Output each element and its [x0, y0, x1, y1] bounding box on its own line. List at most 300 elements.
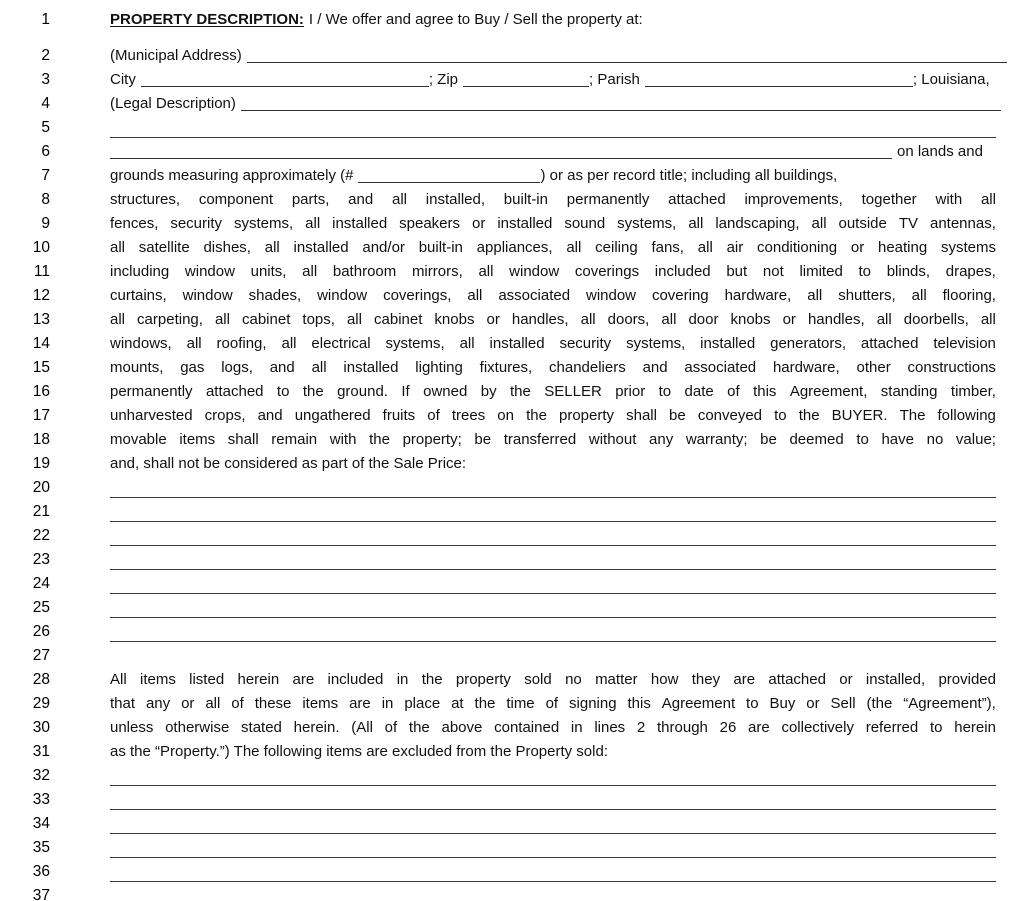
line-number: 17 [32, 407, 50, 424]
body-word: all [391, 191, 407, 208]
legal-description-input-continued[interactable] [110, 137, 996, 138]
body-word: following [937, 407, 996, 424]
body-text-line: and, shall not be considered as part of the Sale Price: [110, 455, 467, 472]
body-word: the [302, 383, 324, 400]
body-word: not [762, 263, 784, 280]
body-text-line [110, 716, 996, 740]
body-word: in [396, 671, 409, 688]
body-word: provided [938, 671, 996, 688]
grounds-measurement-input[interactable] [358, 167, 540, 183]
body-word: all [697, 239, 713, 256]
body-word: all [110, 239, 126, 256]
doc-line-13 [0, 308, 1024, 332]
body-word: all [980, 311, 996, 328]
line-number: 4 [41, 95, 50, 112]
body-word: contained [494, 719, 560, 736]
doc-line-17 [0, 404, 1024, 428]
body-word: or [181, 695, 195, 712]
body-word: the [369, 431, 390, 448]
parish-input[interactable] [645, 71, 913, 87]
body-word: property [455, 671, 511, 688]
doc-line-18 [0, 428, 1024, 452]
excluded-items-input[interactable] [110, 809, 996, 810]
line-number: 25 [32, 599, 50, 616]
doc-line-35 [0, 836, 1024, 860]
body-word: lines [594, 719, 626, 736]
doc-line-7 [0, 164, 1024, 188]
body-word: conditioning [757, 239, 838, 256]
doc-line-15 [0, 356, 1024, 380]
excluded-items-input[interactable] [110, 857, 996, 858]
body-word: no [926, 431, 944, 448]
body-word: all [346, 311, 362, 328]
doc-line-11 [0, 260, 1024, 284]
body-word: handles, [511, 311, 569, 328]
body-word: window [585, 287, 637, 304]
body-word: no [565, 671, 582, 688]
body-word: “Agreement”), [903, 695, 996, 712]
line-number: 23 [32, 551, 50, 568]
body-word: signing [569, 695, 617, 712]
body-word: or [839, 671, 853, 688]
body-word: trees [451, 407, 486, 424]
parish-label: ; Parish [589, 71, 640, 88]
body-word: installed, [425, 191, 485, 208]
body-word: all [811, 215, 827, 232]
body-word: door [688, 311, 719, 328]
body-word: units, [250, 263, 287, 280]
body-word: items [302, 695, 339, 712]
body-word: associated [498, 287, 571, 304]
doc-line-16 [0, 380, 1024, 404]
body-word: place [404, 695, 441, 712]
body-word: remain [271, 431, 318, 448]
body-text-line [110, 212, 996, 236]
body-word: items [139, 671, 176, 688]
body-word: installed [343, 359, 399, 376]
line-number: 11 [33, 263, 50, 280]
body-word: all [186, 335, 202, 352]
included-items-input[interactable] [110, 497, 996, 498]
body-word: that [110, 695, 136, 712]
excluded-items-input[interactable] [110, 881, 996, 882]
line-number: 29 [32, 695, 50, 712]
on-lands-row [110, 140, 996, 164]
line-number: 10 [32, 239, 50, 256]
heading-text: I / We offer and agree to Buy / Sell the property at: [308, 11, 643, 28]
body-word: limited [799, 263, 843, 280]
doc-line-32 [0, 764, 1024, 788]
body-word: systems, [234, 215, 294, 232]
body-word: be [760, 431, 777, 448]
body-word: collectively [781, 719, 854, 736]
body-word: they [691, 671, 721, 688]
line-number: 21 [32, 503, 50, 520]
body-word: outside [838, 215, 887, 232]
doc-line-31 [0, 740, 1024, 764]
body-word: appliances, [476, 239, 553, 256]
body-word: electrical [311, 335, 371, 352]
body-word: of [727, 383, 740, 400]
body-word: attached [860, 335, 919, 352]
zip-input[interactable] [463, 71, 589, 87]
body-word: to [858, 263, 871, 280]
body-word: of [384, 719, 398, 736]
body-word: doors, [607, 311, 650, 328]
body-word: air [726, 239, 744, 256]
legal-description-input-continued-2[interactable] [110, 143, 892, 159]
line-number: 26 [32, 623, 50, 640]
body-word: hardware, [724, 287, 792, 304]
included-items-input[interactable] [110, 593, 996, 594]
body-word: on [497, 407, 514, 424]
line-number: 19 [32, 455, 50, 472]
body-word: are [748, 719, 770, 736]
line-number: 14 [32, 335, 50, 352]
body-word: warranty; [685, 431, 748, 448]
body-word: television [933, 335, 996, 352]
line-number: 8 [41, 191, 50, 208]
doc-line-30 [0, 716, 1024, 740]
body-word: the [798, 407, 820, 424]
body-word: or [782, 311, 796, 328]
body-word: but [726, 263, 748, 280]
body-word: (the [866, 695, 893, 712]
body-word: matter [595, 671, 638, 688]
body-word: these [254, 695, 292, 712]
doc-line-24 [0, 572, 1024, 596]
municipal-address-label: (Municipal Address) [110, 47, 242, 64]
body-word: the [509, 383, 531, 400]
body-word: crops, [204, 407, 246, 424]
body-word: or [850, 239, 865, 256]
body-word: the [421, 671, 443, 688]
state-label: ; Louisiana, [912, 71, 990, 88]
body-word: shall [626, 407, 657, 424]
body-word: in [570, 719, 583, 736]
included-items-input[interactable] [110, 641, 996, 642]
body-word: stated [241, 719, 282, 736]
line-number: 20 [32, 479, 50, 496]
body-text-line [110, 668, 996, 692]
body-word: all [459, 335, 475, 352]
municipal-address-row [110, 44, 996, 68]
body-word: unharvested [110, 407, 193, 424]
body-word: (All [351, 719, 373, 736]
body-word: value; [955, 431, 996, 448]
included-items-input[interactable] [110, 569, 996, 570]
body-word: or [806, 695, 820, 712]
body-word: shades, [248, 287, 302, 304]
body-word: items [179, 431, 216, 448]
body-word: sold [524, 671, 552, 688]
body-word: all [110, 311, 126, 328]
excluded-items-input[interactable] [110, 785, 996, 786]
body-word: installed [700, 335, 756, 352]
body-word: of [545, 695, 559, 712]
body-word: systems, [617, 215, 677, 232]
body-word: owned [423, 383, 468, 400]
body-word: property; [402, 431, 462, 448]
body-word: structures, [110, 191, 181, 208]
body-word: and/or [362, 239, 405, 256]
body-word: generators, [770, 335, 846, 352]
body-word: ceiling [595, 239, 638, 256]
municipal-address-input[interactable] [247, 47, 1007, 63]
body-word: Buy [769, 695, 796, 712]
body-text-line [110, 260, 996, 284]
body-word: antennas, [929, 215, 996, 232]
line-number: 18 [32, 431, 50, 448]
body-word: all [580, 311, 596, 328]
body-word: sound [564, 215, 606, 232]
body-word: unless [110, 719, 154, 736]
body-word: all [302, 263, 318, 280]
city-input[interactable] [141, 71, 429, 87]
line-number: 33 [32, 791, 50, 808]
doc-line-19 [0, 452, 1024, 476]
body-word: covering [651, 287, 709, 304]
body-word: shall [227, 431, 259, 448]
body-word: time [506, 695, 535, 712]
city-zip-parish-row [110, 68, 996, 92]
body-word: all [478, 263, 494, 280]
included-items-input[interactable] [110, 617, 996, 618]
body-word: referred [865, 719, 919, 736]
body-word: fruits [382, 407, 416, 424]
line-number: 1 [41, 11, 50, 28]
body-word: above [441, 719, 483, 736]
body-word: logs, [221, 359, 253, 376]
body-word: all [807, 287, 823, 304]
zip-label: ; Zip [428, 71, 459, 88]
body-word: other [856, 359, 891, 376]
body-word: coverings [574, 263, 640, 280]
body-word: security [170, 215, 223, 232]
body-word: to [929, 719, 943, 736]
body-word: listed [189, 671, 225, 688]
doc-line-20 [0, 476, 1024, 500]
body-word: of [231, 695, 244, 712]
body-word: by [480, 383, 497, 400]
body-word: to [658, 383, 672, 400]
body-word: installed, [865, 671, 926, 688]
doc-line-4 [0, 92, 1024, 116]
body-word: hardware, [772, 359, 840, 376]
body-word: included [327, 671, 384, 688]
body-word: The [899, 407, 926, 424]
body-word: cabinet [374, 311, 423, 328]
body-word: lighting [415, 359, 463, 376]
line-number: 37 [32, 887, 50, 901]
body-text-line [110, 236, 996, 260]
body-word: tops, [302, 311, 335, 328]
body-word: gas [180, 359, 205, 376]
body-word: All [110, 671, 127, 688]
body-word: landscaping, [715, 215, 800, 232]
body-word: the [408, 719, 430, 736]
body-word: to [276, 383, 290, 400]
body-word: property [559, 407, 615, 424]
body-word: bathroom [332, 263, 397, 280]
line-number: 32 [32, 767, 50, 784]
body-word: and [257, 407, 283, 424]
body-word: through [657, 719, 708, 736]
body-word: have [881, 431, 914, 448]
body-word: systems, [626, 335, 686, 352]
body-word: Sell [830, 695, 856, 712]
body-text-line [110, 332, 996, 356]
line-number: 7 [41, 167, 50, 184]
body-word: roofing, [216, 335, 267, 352]
body-word: and [269, 359, 295, 376]
body-word: speakers [399, 215, 461, 232]
body-word: any [145, 695, 171, 712]
body-word: installed [293, 239, 349, 256]
included-items-input[interactable] [110, 521, 996, 522]
doc-line-28 [0, 668, 1024, 692]
doc-line-14 [0, 332, 1024, 356]
body-word: chandeliers [549, 359, 626, 376]
body-word: windows, [110, 335, 172, 352]
body-word: at [451, 695, 464, 712]
body-word: constructions [907, 359, 996, 376]
body-word: herein. [293, 719, 340, 736]
legal-description-row [110, 92, 996, 116]
body-word: including [110, 263, 170, 280]
body-word: and [642, 359, 668, 376]
body-text-line [110, 692, 996, 716]
body-word: carpeting, [137, 311, 203, 328]
body-word: shutters, [838, 287, 896, 304]
body-word: mounts, [110, 359, 164, 376]
legal-description-input[interactable] [241, 95, 1001, 111]
body-word: all [214, 311, 230, 328]
doc-line-10 [0, 236, 1024, 260]
body-word: any [649, 431, 674, 448]
body-word: handles, [807, 311, 865, 328]
doc-line-26 [0, 620, 1024, 644]
grounds-prefix-text: grounds measuring approximately (# [110, 167, 354, 184]
body-word: improvements, [744, 191, 843, 208]
line-number: 28 [32, 671, 50, 688]
body-word: SELLER [544, 383, 602, 400]
grounds-suffix-text: ) or as per record title; including all buildings, [540, 167, 838, 184]
body-word: parts, [291, 191, 330, 208]
body-word: to [774, 407, 787, 424]
body-word: this [627, 695, 651, 712]
city-label: City [110, 71, 136, 88]
heading-line [110, 8, 996, 32]
body-word: be [669, 407, 686, 424]
body-word: window [317, 287, 368, 304]
body-word: prior [615, 383, 646, 400]
body-word: date [684, 383, 714, 400]
body-word: all [661, 311, 677, 328]
body-word: systems [940, 239, 996, 256]
doc-line-22 [0, 524, 1024, 548]
body-word: timber, [950, 383, 996, 400]
body-word: included [654, 263, 711, 280]
body-word: 2 [636, 719, 646, 736]
body-word: to [856, 431, 869, 448]
body-text-line [110, 380, 996, 404]
body-word: ground. [337, 383, 388, 400]
body-word: fences, [110, 215, 159, 232]
grounds-measuring-row [110, 164, 996, 188]
line-number: 30 [32, 719, 50, 736]
body-word: this [753, 383, 777, 400]
included-items-input[interactable] [110, 545, 996, 546]
body-text-line: as the “Property.”) The following items are excluded from the Property sold: [110, 743, 608, 760]
doc-line-2 [0, 44, 1024, 68]
line-number: 2 [41, 47, 50, 64]
line-number: 13 [32, 311, 50, 328]
body-word: all [305, 215, 321, 232]
excluded-items-input[interactable] [110, 833, 996, 834]
body-word: herein [954, 719, 996, 736]
body-word: doorbells, [903, 311, 969, 328]
body-word: to [746, 695, 759, 712]
body-word: transferred [503, 431, 577, 448]
body-word: heating [877, 239, 928, 256]
body-word: dishes, [203, 239, 251, 256]
legal-description-label: (Legal Description) [110, 95, 236, 112]
line-number: 34 [32, 815, 50, 832]
doc-line-8 [0, 188, 1024, 212]
body-word: satellite [138, 239, 190, 256]
doc-line-33 [0, 788, 1024, 812]
body-word: standing [880, 383, 938, 400]
body-word: BUYER. [831, 407, 888, 424]
body-word: Agreement [661, 695, 736, 712]
doc-line-37 [0, 884, 1024, 901]
body-word: drapes, [945, 263, 996, 280]
body-word: all [566, 239, 582, 256]
body-word: all [264, 239, 280, 256]
body-word: window [184, 263, 235, 280]
body-word: or [486, 311, 500, 328]
doc-line-9 [0, 212, 1024, 236]
doc-line-1 [0, 8, 1024, 32]
body-word: the [474, 695, 496, 712]
body-word: coverings, [383, 287, 452, 304]
body-word: fixtures, [479, 359, 533, 376]
body-text-line [110, 308, 996, 332]
body-word: component [198, 191, 274, 208]
body-word: all [876, 311, 892, 328]
line-number: 27 [32, 647, 50, 664]
body-word: be [474, 431, 492, 448]
body-word: all [980, 191, 996, 208]
body-word: with [329, 431, 357, 448]
body-word: systems, [385, 335, 445, 352]
body-word: built-in [418, 239, 463, 256]
body-text-line [110, 428, 996, 452]
body-word: all [467, 287, 483, 304]
line-number: 12 [32, 287, 50, 304]
body-word: otherwise [165, 719, 230, 736]
body-word: all [911, 287, 927, 304]
body-word: all [205, 695, 221, 712]
body-word: all [311, 359, 327, 376]
body-word: built-in [503, 191, 548, 208]
line-number: 9 [41, 215, 50, 232]
body-text-line [110, 284, 996, 308]
doc-line-25 [0, 596, 1024, 620]
line-number: 35 [32, 839, 50, 856]
body-word: 26 [719, 719, 737, 736]
